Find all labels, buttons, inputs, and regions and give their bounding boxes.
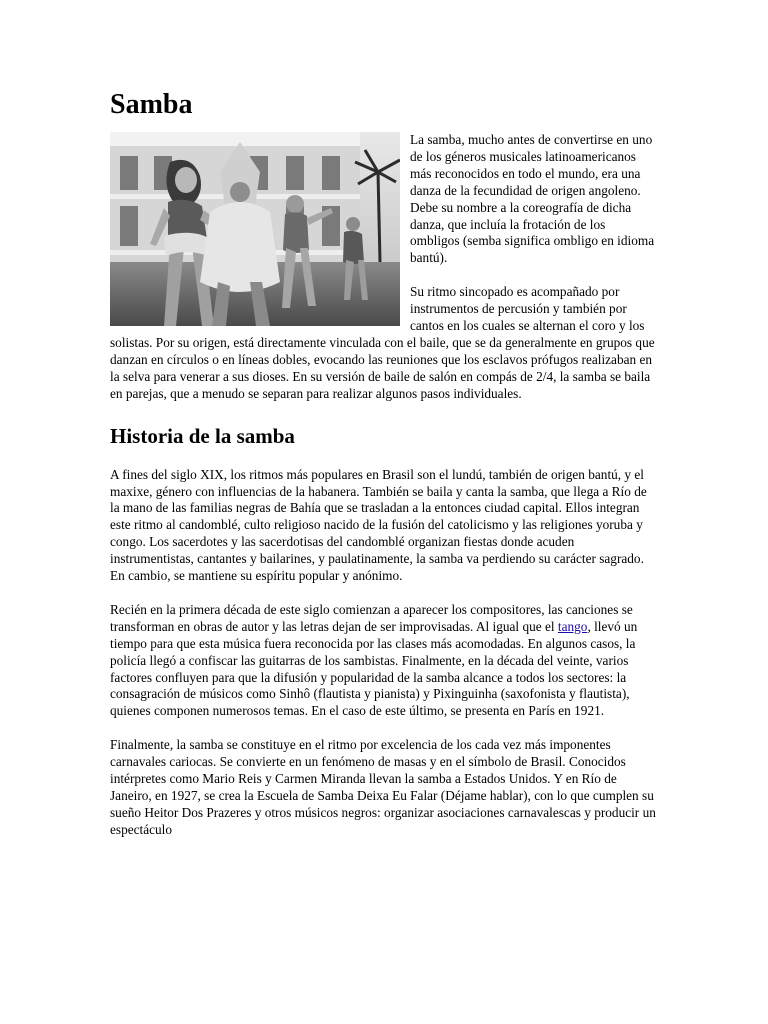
- intro-paragraph-2: Su ritmo sincopado es acompañado por instrumentos de percusión y también por cantos en los cuales se alternan el coro y los solistas. Por su origen, está directamente vinculada con el baile, que se da generalmente en grupos que danzan en círculos o en líneas dobles, evocando las reuniones que los esclavos prófugos realizaban en la selva para venerar a sus dioses. En su versión de baile de salón en compás de 2/4, la samba se baila en parejas, que a menudo se separan para realizar algunos pasos individuales.: [110, 284, 655, 401]
- history-paragraph-1: A fines del siglo XIX, los ritmos más populares en Brasil son el lundú, también de origen bantú, y el maxixe, género con influencias de la habanera. También se baila y canta la samba, que llega a Río de la mano de las familias negras de Bahía que se trasladan a la entonces ciudad capital. Ellos integran este ritmo al candomblé, culto religioso nacido de la fusión del catolicismo y las religiones yoruba y congo. Los sacerdotes y las sacerdotisas del candomblé organizan fiestas donde acuden instrumentistas, cantantes y bailarines, y paulatinamente, la samba va perdiendo su carácter sagrado. En cambio, se mantiene su espíritu popular y anónimo.: [110, 466, 647, 584]
- history-heading: Historia de la samba: [110, 423, 295, 448]
- samba-dancers-photo: [110, 132, 400, 326]
- history-paragraph-2-end: , llevó un tiempo para que esta música fuera reconocida por las clases más acomodadas. En algunos casos, la policía llegó a confiscar las guitarras de los sambistas. Finalmente, en la década del veinte, varios factores confluyen para que la difusión y popularidad de la samba alcance a todos los sectores: la consagración de músicos como Sinhô (flautista y pianista) y Pixinguinha (saxofonista y flautista), quienes componen numerosos temas. En el caso de este último, se presenta en París en 1921.: [110, 618, 638, 719]
- intro-paragraph-1: La samba, mucho antes de convertirse en uno de los géneros musicales latinoamericanos más reconocidos en todo el mundo, era una danza de la fecundidad de origen angoleno. Debe su nombre a la coreografía de dicha danza, que incluía la frotación de los ombligos (semba significa ombligo en idioma bantú).: [410, 132, 655, 266]
- tango-link[interactable]: tango: [557, 618, 588, 634]
- page-title: Samba: [110, 89, 193, 120]
- history-paragraph-3: Finalmente, la samba se constituye en el ritmo por excelencia de los cada vez más imponentes carnavales cariocas. Se convierte en un fenómeno de masas y en el símbolo de Brasil. Conocidos intérpretes como Mario Reis y Carmen Miranda llevan la samba a Estados Unidos. Y en Río de Janeiro, en 1927, se crea la Escuela de Samba Deixa Eu Falar (Déjame hablar), con lo que cumplen su sueño Heitor Dos Prazeres y otros músicos negros: organizar asociaciones carnavalescas y producir un espectáculo: [110, 737, 656, 837]
- history-paragraph-2: [110, 602, 658, 720]
- document-page: [110, 88, 658, 856]
- history-paragraph-2-start: Recién en la primera década de este siglo comienzan a aparecer los compositores, las canciones se transforman en obras de autor y las letras dejan de ser improvisadas. Al igual que el: [110, 601, 633, 634]
